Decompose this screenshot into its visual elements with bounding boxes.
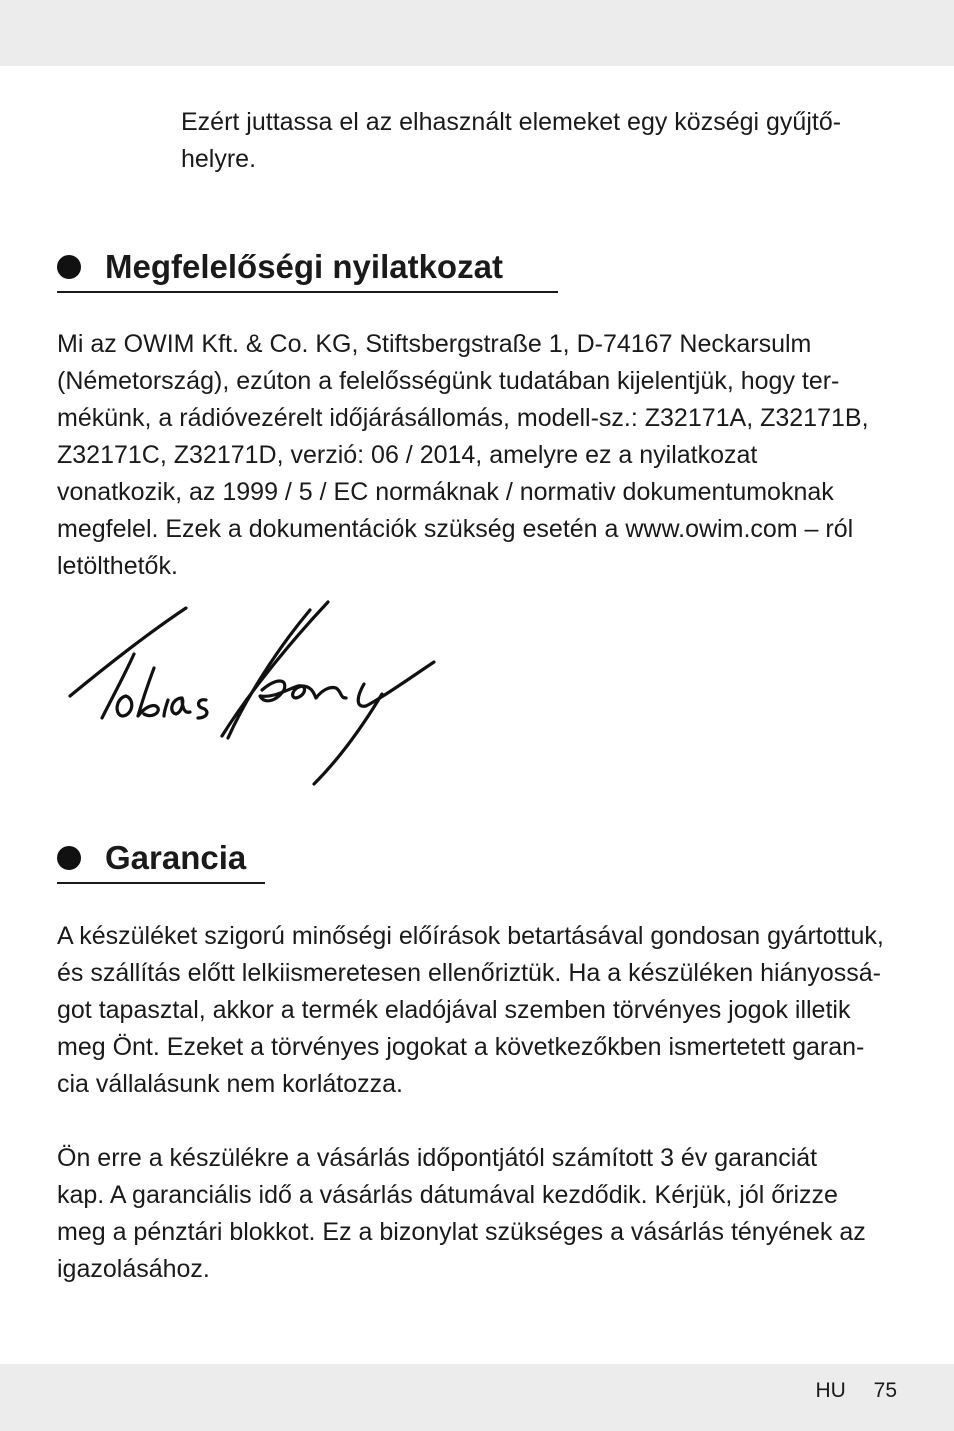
text-line: meg a pénztári blokkot. Ez a bizonylat szükséges a vásárlás tényének az <box>57 1218 866 1246</box>
declaration-paragraph <box>57 326 869 585</box>
signature-stroke <box>172 698 190 714</box>
text-line: Ön erre a készülékre a vásárlás időpontjától számított 3 év garanciát <box>57 1144 818 1172</box>
signature-stroke <box>164 700 168 716</box>
signature-stroke <box>198 700 207 718</box>
text-line: vonatkozik, az 1999 / 5 / EC normáknak / normativ dokumentumoknak <box>57 478 834 506</box>
text-line: kap. A garanciális idő a vásárlás dátumával kezdődik. Kérjük, jól őrizze <box>57 1181 838 1209</box>
intro-paragraph <box>181 104 841 178</box>
bullet-icon <box>57 255 81 279</box>
signature-stroke <box>70 608 186 696</box>
text-line: cia vállalásunk nem korlátozza. <box>57 1070 403 1098</box>
text-line: got tapasztal, akkor a termék eladójával szemben törvényes jogok illetik <box>57 996 851 1024</box>
text-line: igazolásához. <box>57 1255 210 1283</box>
page-number: 75 <box>873 1379 897 1402</box>
warranty-paragraph-2 <box>57 1140 866 1288</box>
text-line: A készüléket szigorú minőségi előírások betartásával gondosan gyártottuk, <box>57 922 884 950</box>
signature-stroke <box>358 662 434 706</box>
text-line: meg Önt. Ezeket a törvényes jogokat a következőkben ismertetett garan- <box>57 1033 865 1061</box>
signature-stroke <box>117 696 132 716</box>
bottom-margin-band <box>0 1364 954 1431</box>
text-line: Ezért juttassa el az elhasznált elemeket egy községi gyűjtő- <box>181 108 842 136</box>
signature-stroke <box>138 668 158 716</box>
section-heading-declaration <box>57 245 558 293</box>
warranty-paragraph-1 <box>57 918 884 1103</box>
heading-text: Megfelelőségi nyilatkozat <box>105 248 503 285</box>
signature-image <box>64 598 436 790</box>
signature-stroke <box>260 681 346 701</box>
language-code: HU <box>815 1379 846 1402</box>
text-line: Z32171C, Z32171D, verzió: 06 / 2014, amelyre ez a nyilatkozat <box>57 441 758 469</box>
text-line: (Németország), ezúton a felelősségünk tudatában kijelentjük, hogy ter- <box>57 367 840 395</box>
section-heading-warranty <box>57 836 265 884</box>
text-line: Mi az OWIM Kft. & Co. KG, Stiftsbergstraße 1, D-74167 Neckarsulm <box>57 330 812 358</box>
text-line: megfelel. Ezek a dokumentációk szükség esetén a www.owim.com – ról <box>57 515 854 543</box>
signature-stroke <box>314 694 382 784</box>
top-margin-band <box>0 0 954 66</box>
bullet-icon <box>57 846 81 870</box>
text-line: mékünk, a rádióvezérelt időjárásállomás, modell-sz.: Z32171A, Z32171B, <box>57 404 869 432</box>
text-line: letölthetők. <box>57 552 178 580</box>
text-line: és szállítás előtt lelkiismeretesen ellenőriztük. Ha a készüléken hiányossá- <box>57 959 881 987</box>
text-line: helyre. <box>181 145 257 173</box>
page-footer <box>815 1376 897 1406</box>
heading-text: Garancia <box>105 839 247 876</box>
signature-stroke <box>228 610 310 738</box>
